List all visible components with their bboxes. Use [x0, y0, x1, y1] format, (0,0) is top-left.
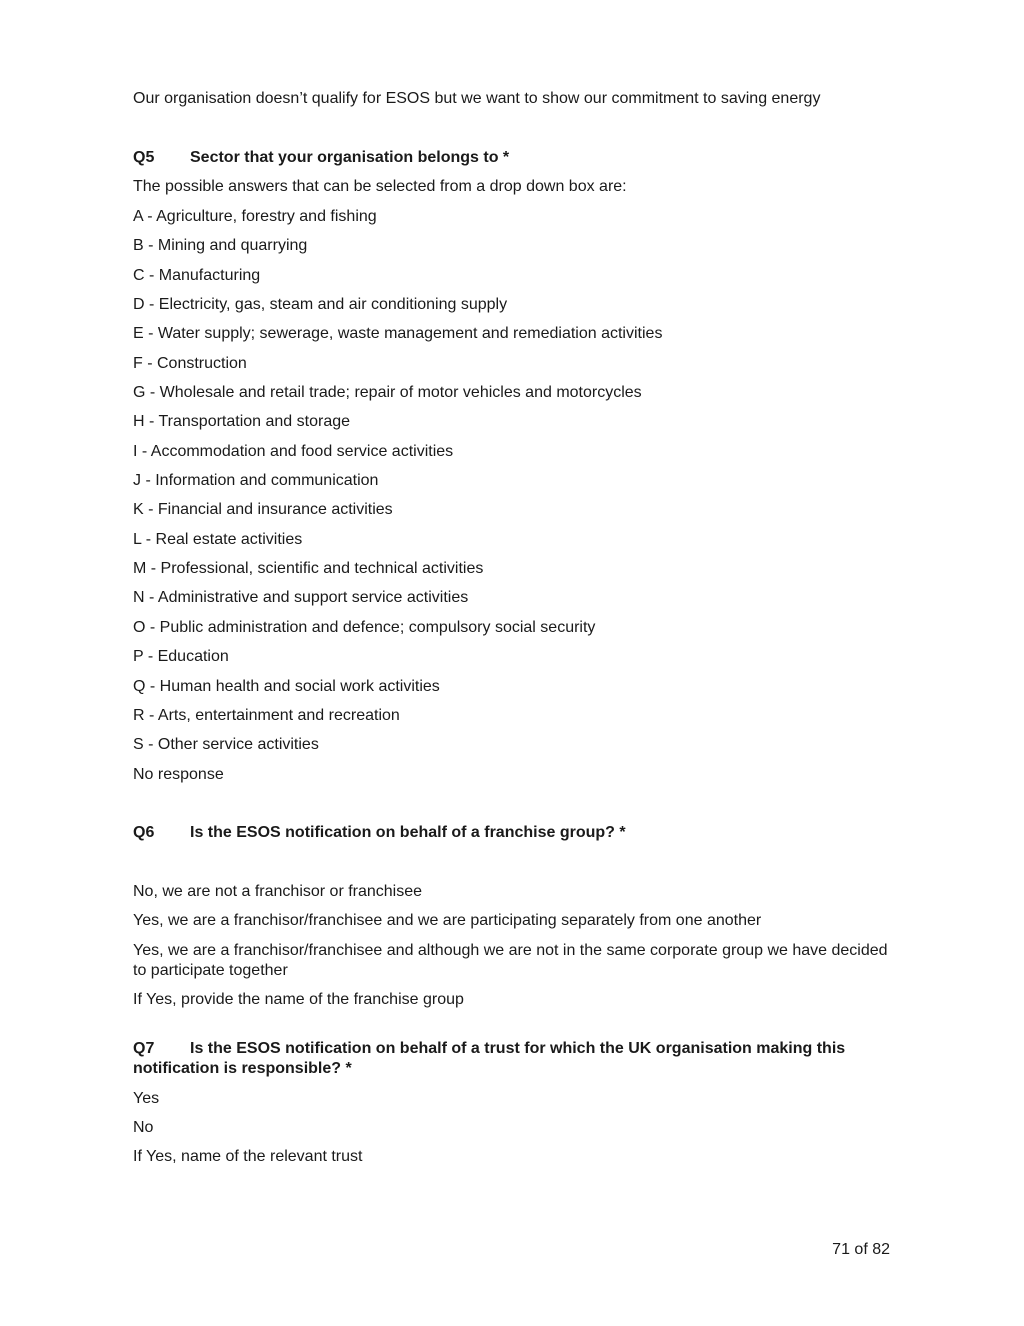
q5-option: G - Wholesale and retail trade; repair of motor vehicles and motorcycles	[133, 384, 642, 401]
q5-option: E - Water supply; sewerage, waste management and remediation activities	[133, 325, 663, 342]
q5-title: Sector that your organisation belongs to *	[190, 149, 510, 166]
q5-option: F - Construction	[133, 355, 247, 372]
q6-option: Yes, we are a franchisor/franchisee and we are participating separately from one another	[133, 912, 762, 929]
q5-heading	[133, 148, 509, 168]
q6-title: Is the ESOS notification on behalf of a franchise group? *	[190, 824, 626, 841]
q5-option: P - Education	[133, 648, 229, 665]
q5-option: J - Information and communication	[133, 472, 379, 489]
q7-option: If Yes, name of the relevant trust	[133, 1148, 363, 1165]
q5-option: L - Real estate activities	[133, 531, 303, 548]
q6-heading	[133, 823, 626, 843]
q5-intro: The possible answers that can be selected from a drop down box are:	[133, 178, 627, 195]
q7-option: Yes	[133, 1090, 160, 1107]
q5-option: K - Financial and insurance activities	[133, 501, 393, 518]
q5-option: B - Mining and quarrying	[133, 237, 308, 254]
intro-line: Our organisation doesn’t qualify for ESOS but we want to show our commitment to saving energy	[133, 90, 821, 107]
q5-option: N - Administrative and support service activities	[133, 589, 469, 606]
q5-option: I - Accommodation and food service activities	[133, 443, 454, 460]
q6-option: If Yes, provide the name of the franchise group	[133, 991, 464, 1008]
q5-option: D - Electricity, gas, steam and air conditioning supply	[133, 296, 508, 313]
q7-option: No	[133, 1119, 154, 1136]
q6-option: No, we are not a franchisor or franchisee	[133, 883, 423, 900]
q5-option: M - Professional, scientific and technical activities	[133, 560, 484, 577]
q5-option: S - Other service activities	[133, 736, 319, 753]
page-number: 71 of 82	[832, 1241, 890, 1258]
q5-option: No response	[133, 766, 224, 783]
q5-option: Q - Human health and social work activities	[133, 678, 440, 695]
q5-number: Q5	[133, 149, 155, 166]
q5-option: C - Manufacturing	[133, 267, 261, 284]
q7-number: Q7	[133, 1040, 155, 1057]
q7-title: Is the ESOS notification on behalf of a trust for which the UK organisation making this notification is responsible? *	[133, 1040, 846, 1077]
q6-option: Yes, we are a franchisor/franchisee and although we are not in the same corporate group we have decided to participate together	[133, 942, 888, 979]
q5-option: A - Agriculture, forestry and fishing	[133, 208, 377, 225]
q5-option: O - Public administration and defence; compulsory social security	[133, 619, 596, 636]
q6-number: Q6	[133, 824, 155, 841]
q5-option: H - Transportation and storage	[133, 413, 351, 430]
q7-heading	[133, 1039, 873, 1079]
q5-option: R - Arts, entertainment and recreation	[133, 707, 400, 724]
